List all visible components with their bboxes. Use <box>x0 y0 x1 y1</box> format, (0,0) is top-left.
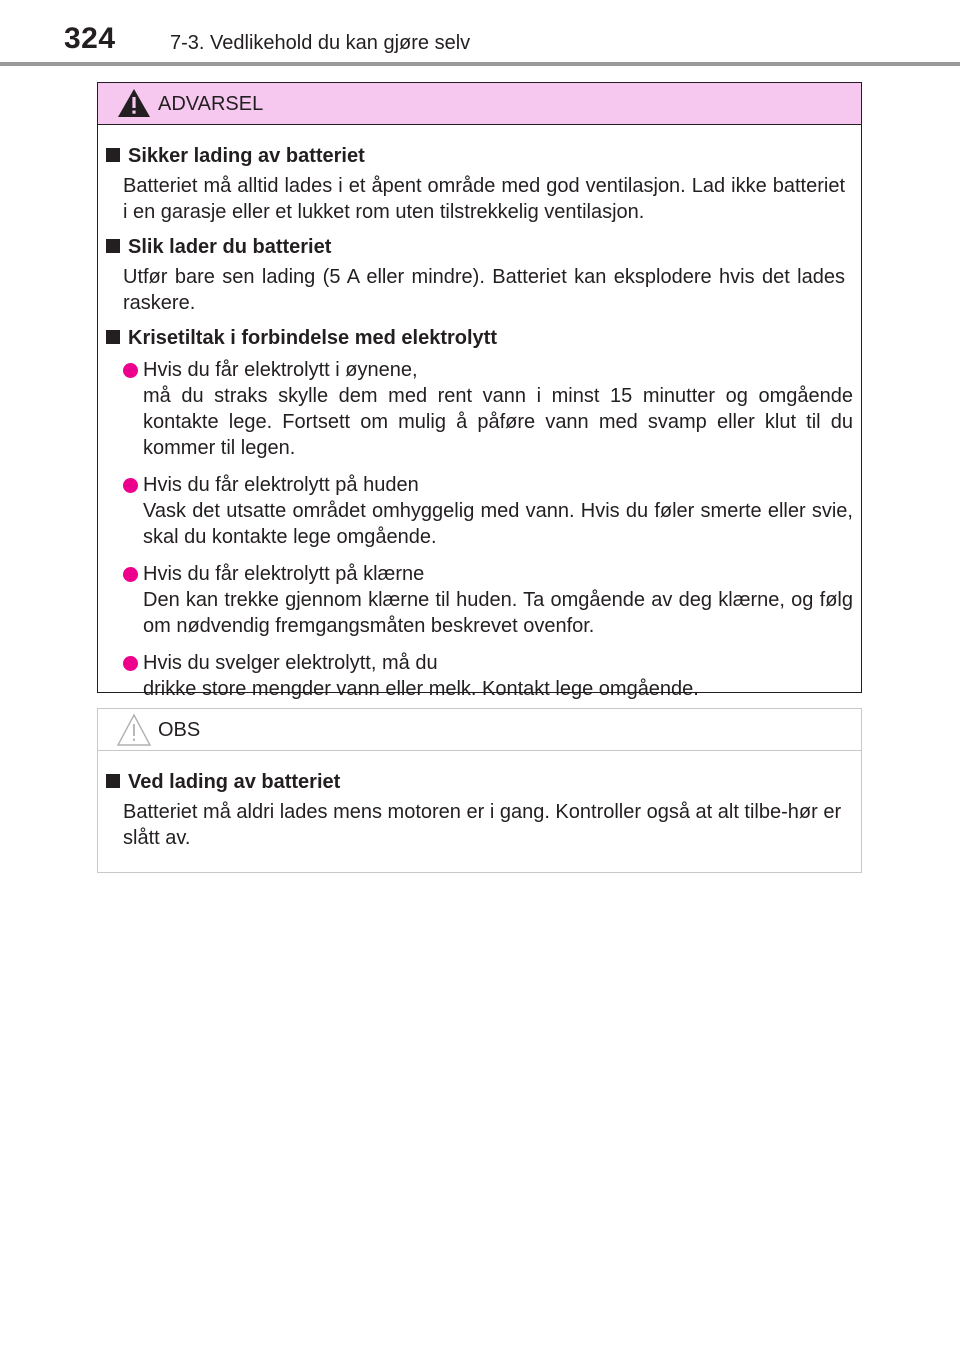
circle-bullet-icon <box>123 478 138 493</box>
subitem-swallow <box>106 650 853 702</box>
subitem-text: Den kan trekke gjennom klærne til huden. Ta omgående av deg klærne, og følg om nødvendig fremgangsmåten beskrevet ovenfor. <box>143 589 853 637</box>
subitem-text: Vask det utsatte området omhyggelig med vann. Hvis du føler smerte eller svie, skal du kontakte lege omgående. <box>143 500 853 548</box>
page-header <box>0 0 960 70</box>
subitem-lead: Hvis du får elektrolytt i øynene, <box>143 359 418 381</box>
square-bullet-icon <box>106 148 120 162</box>
subitem-lead: Hvis du får elektrolytt på klærne <box>143 563 425 585</box>
item-title: Slik lader du batteriet <box>128 236 332 258</box>
header-rule <box>0 62 960 66</box>
caution-box <box>97 708 862 873</box>
item-text: Batteriet må aldri lades mens motoren er i gang. Kontroller også at alt tilbe-hør er slått av. <box>123 801 842 849</box>
square-bullet-icon <box>106 774 120 788</box>
caution-item-charging <box>106 769 853 851</box>
caution-triangle-icon <box>116 713 152 752</box>
item-title: Ved lading av batteriet <box>128 771 341 793</box>
item-title: Krisetiltak i forbindelse med elektrolytt <box>128 327 497 349</box>
subitem-skin <box>106 472 853 550</box>
warning-item-how-to-charge <box>106 234 853 316</box>
subitem-lead: Hvis du svelger elektrolytt, må du <box>143 652 438 674</box>
item-title: Sikker lading av batteriet <box>128 145 365 167</box>
subitem-clothes <box>106 561 853 639</box>
subitem-text: må du straks skylle dem med rent vann i minst 15 minutter og omgående kontakte lege. Fortsett om mulig å påføre vann med svamp eller klut til du kommer til legen. <box>143 385 853 459</box>
subitem-text: drikke store mengder vann eller melk. Kontakt lege omgående. <box>143 678 699 700</box>
circle-bullet-icon <box>123 567 138 582</box>
circle-bullet-icon <box>123 656 138 671</box>
square-bullet-icon <box>106 239 120 253</box>
subitem-eyes <box>106 357 853 461</box>
warning-box <box>97 82 862 700</box>
caution-label: OBS <box>158 719 201 741</box>
page-number: 324 <box>64 22 116 55</box>
caution-box-body <box>98 751 861 851</box>
subitem-lead: Hvis du får elektrolytt på huden <box>143 474 419 496</box>
circle-bullet-icon <box>123 363 138 378</box>
section-title: 7-3. Vedlikehold du kan gjøre selv <box>170 32 471 54</box>
warning-item-electrolyte-emergency <box>106 325 853 702</box>
warning-box-header <box>98 83 861 125</box>
item-text: Utfør bare sen lading (5 A eller mindre). Batteriet kan eksplodere hvis det lades raskere. <box>123 266 845 314</box>
warning-item-safe-charging <box>106 143 853 225</box>
caution-box-header <box>98 709 861 751</box>
warning-triangle-icon <box>116 87 152 124</box>
warning-label: ADVARSEL <box>158 93 264 115</box>
item-text: Batteriet må alltid lades i et åpent område med god ventilasjon. Lad ikke batteriet i en garasje eller et lukket rom uten tilstrekkelig ventilasjon. <box>123 175 845 223</box>
square-bullet-icon <box>106 330 120 344</box>
warning-box-body <box>98 125 861 702</box>
